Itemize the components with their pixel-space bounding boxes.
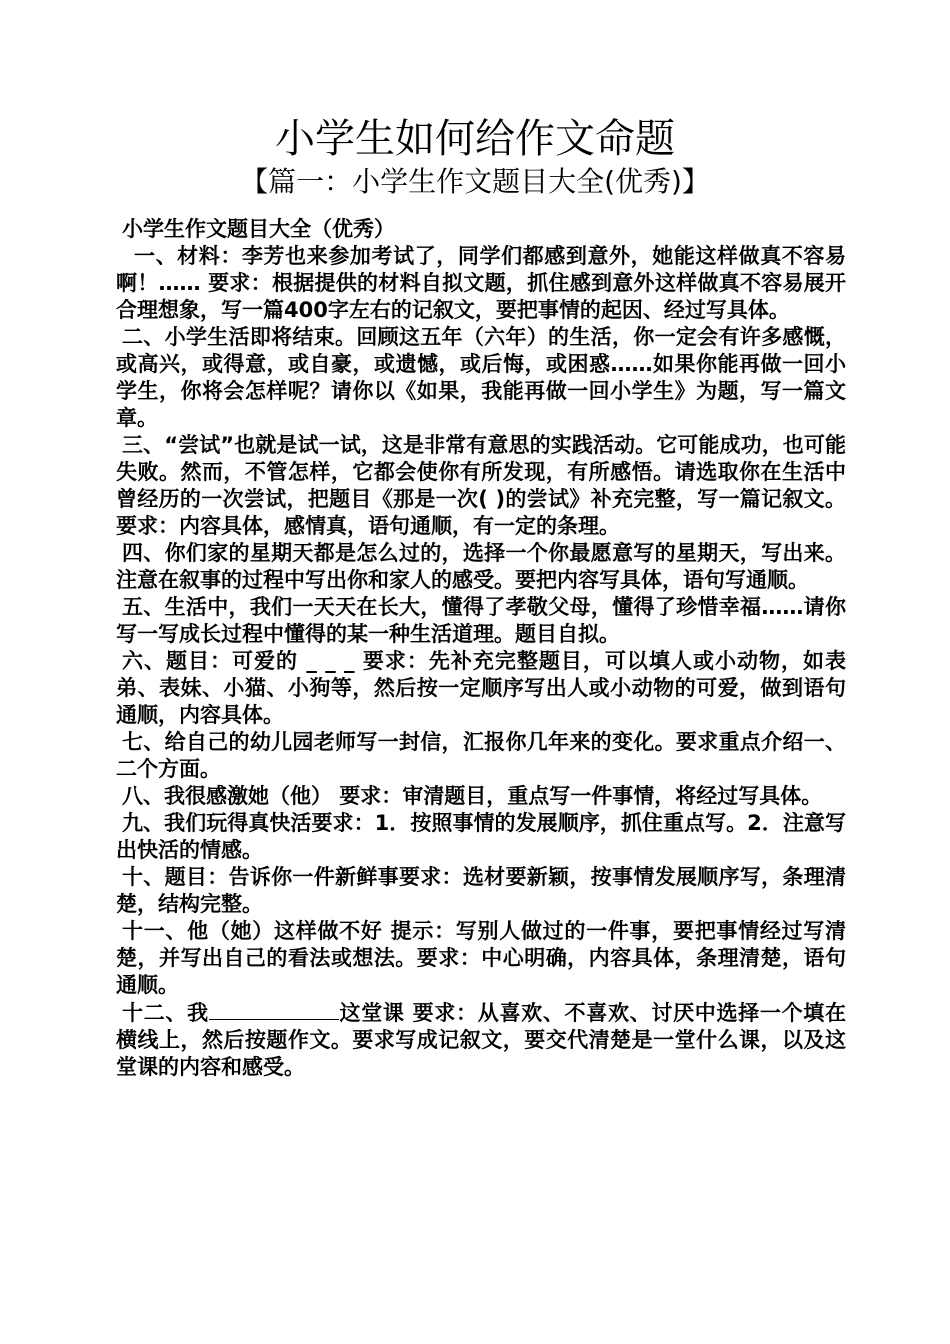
paragraph-6: 六、题目：可爱的 _ _ _ 要求：先补充完整题目，可以填人或小动物，如表弟、表妹、小猫、小狗等，然后按一定顺序写出人或小动物的可爱，做到语句通顺，内容具体。 [116,649,846,727]
paragraph-4: 四、你们家的星期天都是怎么过的，选择一个你最愿意写的星期天，写出来。注意在叙事的过程中写出你和家人的感受。要把内容写具体，语句写通顺。 [116,541,846,592]
document-title: 小学生如何给作文命题 [275,116,675,162]
paragraph-12-prefix: 十二、我 [122,1001,209,1025]
fill-in-blank-line [209,999,339,1020]
document-subtitle: 【篇一：小学生作文题目大全(优秀)】 [240,165,710,198]
paragraph-8: 八、我很感激她（他） 要求：审清题目，重点写一件事情，将经过写具体。 [122,784,823,808]
paragraph-9: 九、我们玩得真快活要求：1．按照事情的发展顺序，抓住重点写。2．注意写出快活的情感。 [116,811,846,862]
paragraph-1: 一、材料：李芳也来参加考试了，同学们都感到意外，她能这样做真不容易啊！…… 要求：根据提供的材料自拟文题，抓住感到意外这样做真不容易展开合理想象，写一篇400字左右的记叙文，要把事情的起因、经过写具体。 [116,244,846,322]
document-body [116,216,846,1081]
paragraph-7: 七、给自己的幼儿园老师写一封信，汇报你几年来的变化。要求重点介绍一、二个方面。 [116,730,846,781]
paragraph-12-suffix: 这堂课 要求：从喜欢、不喜欢、讨厌中选择一个填在横线上，然后按题作文。要求写成记叙文，要交代清楚是一堂什么课，以及这堂课的内容和感受。 [116,1001,846,1079]
paragraph-5: 五、生活中，我们一天天在长大，懂得了孝敬父母，懂得了珍惜幸福……请你写一写成长过程中懂得的某一种生活道理。题目自拟。 [116,595,846,646]
paragraph-12 [116,999,846,1081]
paragraph-11: 十一、他（她）这样做不好 提示：写别人做过的一件事，要把事情经过写清楚，并写出自己的看法或想法。要求：中心明确，内容具体，条理清楚，语句通顺。 [116,919,846,997]
section-heading: 小学生作文题目大全（优秀） [122,217,395,241]
paragraph-10: 十、题目：告诉你一件新鲜事要求：选材要新颖，按事情发展顺序写，条理清楚，结构完整。 [116,865,846,916]
paragraph-2: 二、小学生活即将结束。回顾这五年（六年）的生活，你一定会有许多感慨，或高兴，或得意，或自豪，或遗憾，或后悔，或困惑……如果你能再做一回小学生，你将会怎样呢？请你以《如果，我能再做一回小学生》为题，写一篇文章。 [116,325,846,430]
paragraph-3: 三、“尝试”也就是试一试，这是非常有意思的实践活动。它可能成功，也可能失败。然而，不管怎样，它都会使你有所发现，有所感悟。请选取你在生活中曾经历的一次尝试，把题目《那是一次( )的尝试》补充完整，写一篇记叙文。要求：内容具体，感情真，语句通顺，有一定的条理。 [116,433,846,538]
